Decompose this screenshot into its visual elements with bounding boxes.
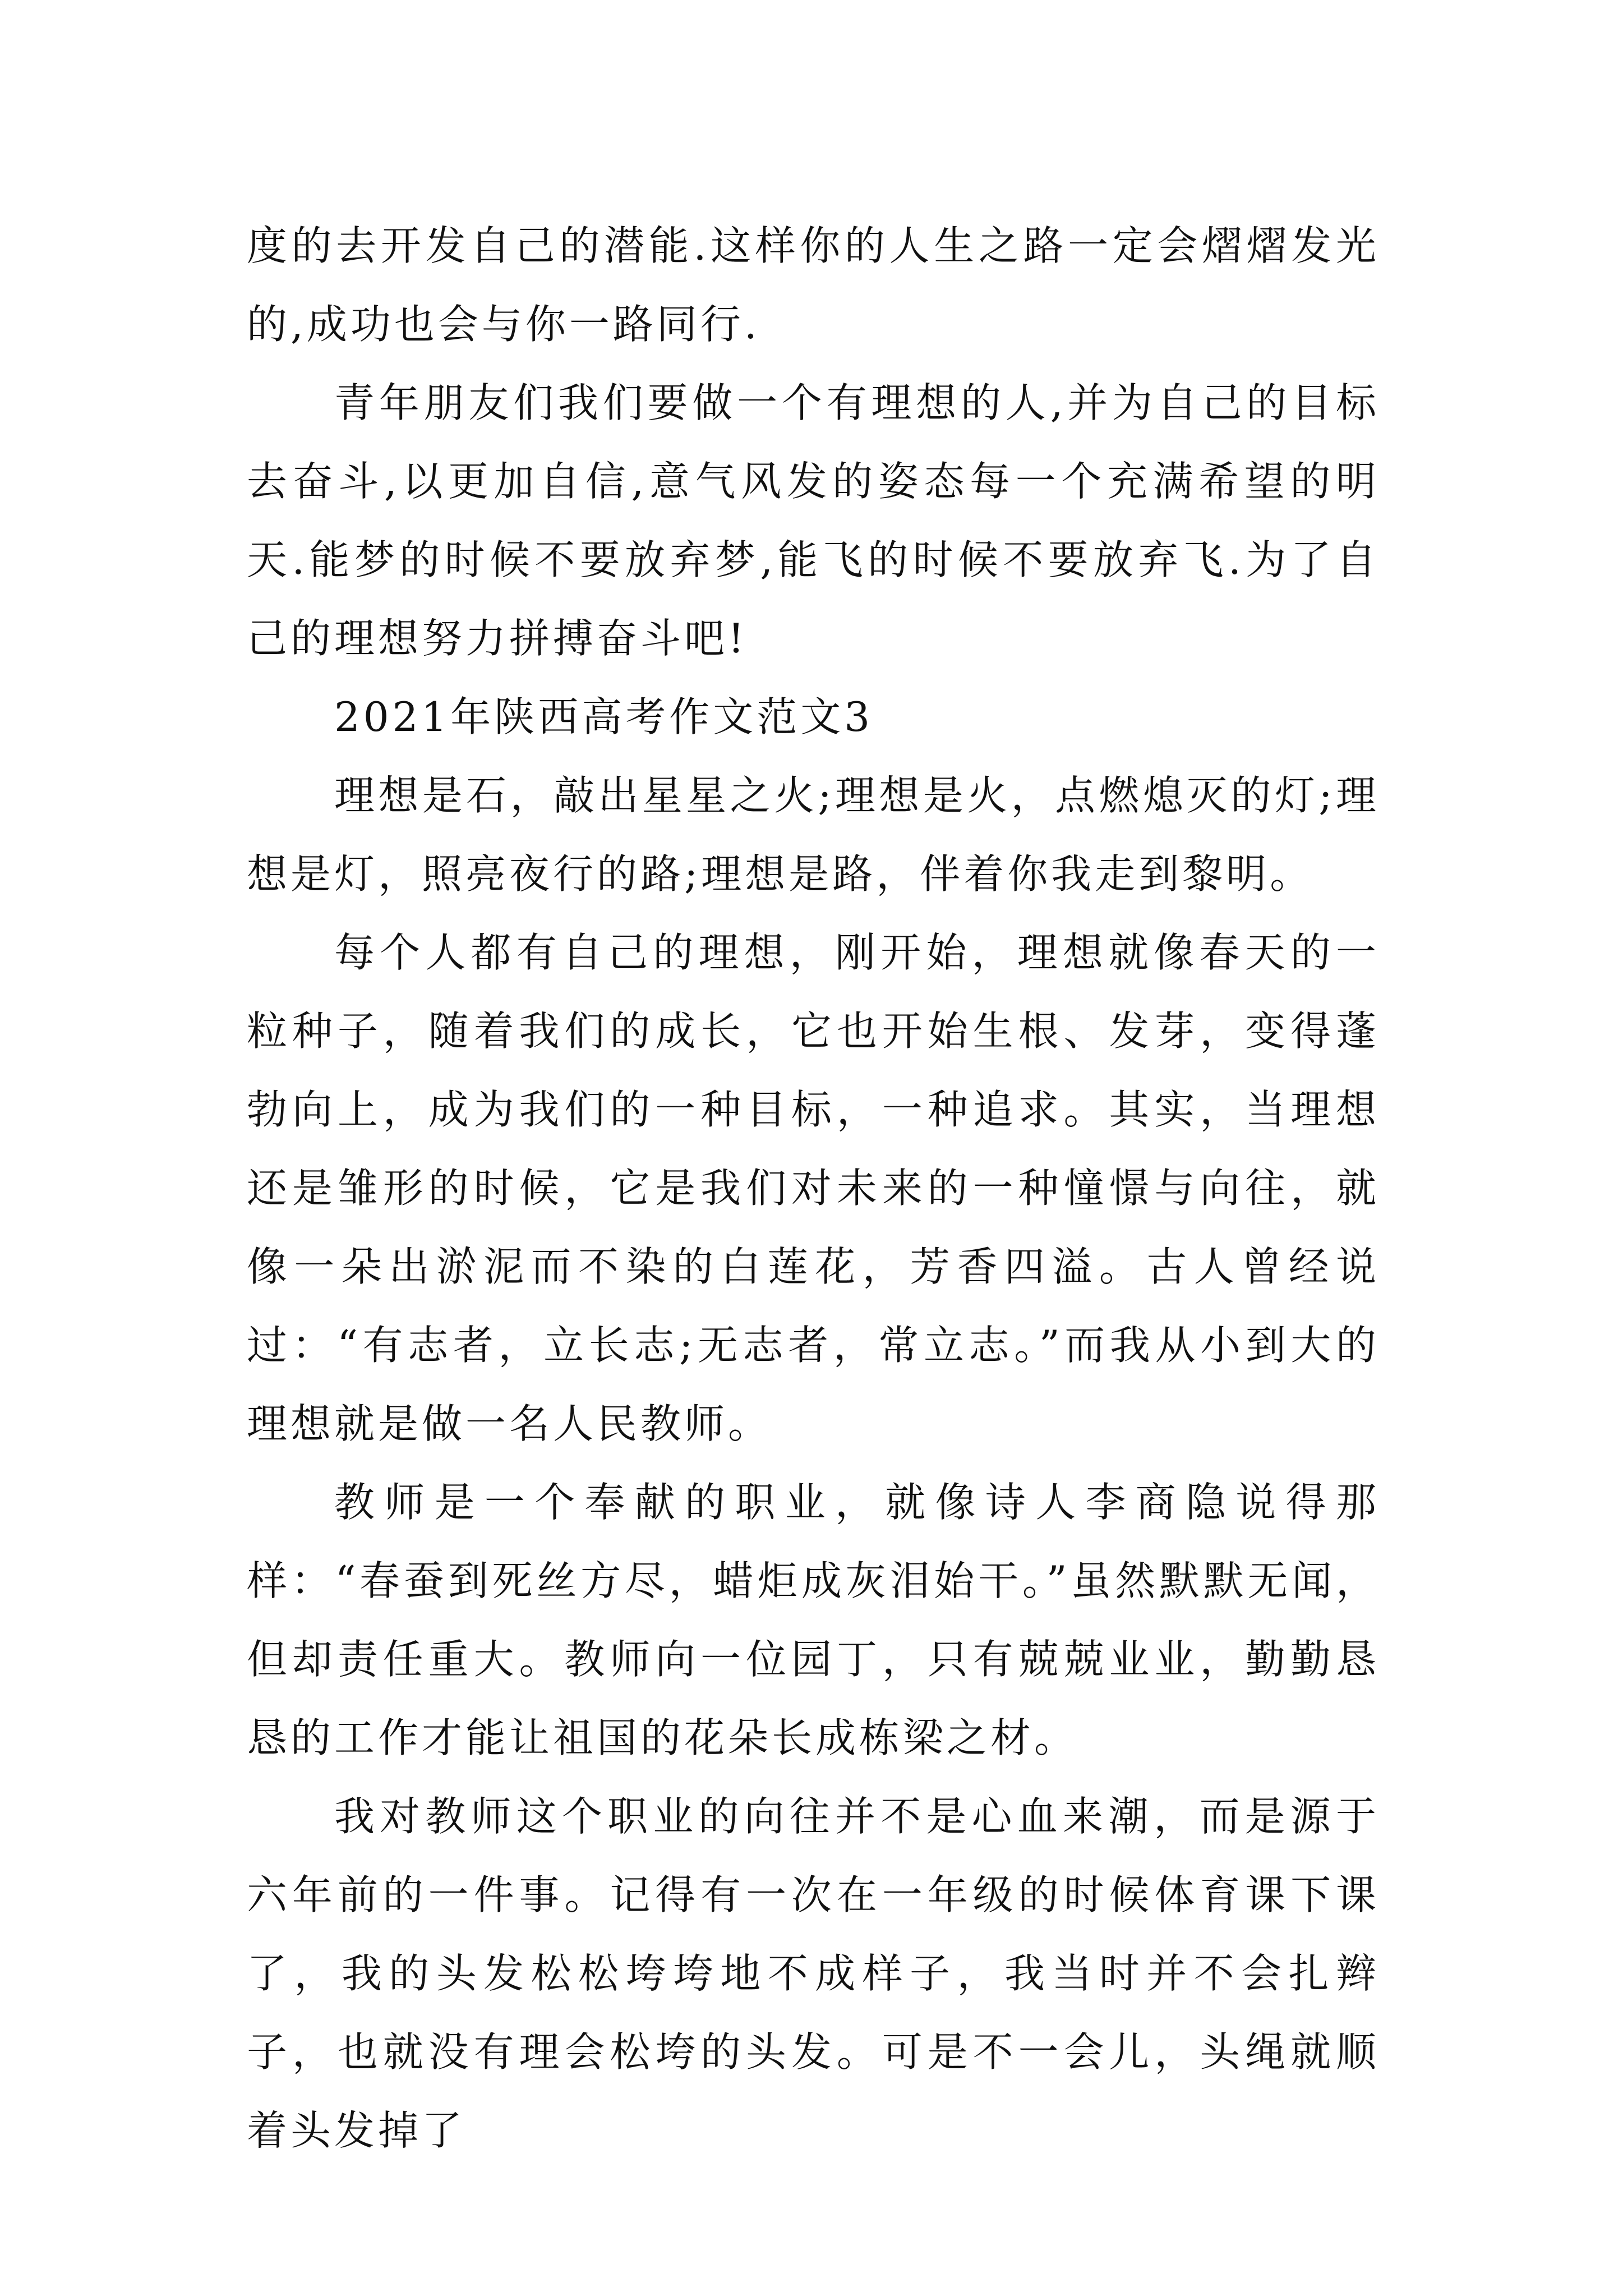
paragraph-origin-story: 我对教师这个职业的向往并不是心血来潮，而是源于六年前的一件事。记得有一次在一年级的时候体育课下课了，我的头发松松垮垮地不成样子，我当时并不会扎辫子，也就没有理会松垮的头发。可是不一会儿，头绳就顺着头发掉了 [247, 1793, 1380, 2154]
paragraph-everyone-ideal: 每个人都有自己的理想，刚开始，理想就像春天的一粒种子，随着我们的成长，它也开始生根、发芽，变得蓬勃向上，成为我们的一种目标，一种追求。其实，当理想还是雏形的时候，它是我们对未来的一种憧憬与向往，就像一朵出淤泥而不染的白莲花，芳香四溢。古人曾经说过：“有志者，立长志;无志者，常立志。”而我从小到大的理想就是做一名人民教师。 [247, 929, 1380, 1447]
paragraph-continuation: 度的去开发自己的潜能.这样你的人生之路一定会熠熠发光的,成功也会与你一路同行. [247, 222, 1380, 348]
paragraph-ideal-metaphor: 理想是石，敲出星星之火;理想是火，点燃熄灭的灯;理想是灯，照亮夜行的路;理想是路，伴着你我走到黎明。 [247, 772, 1380, 898]
document-body [247, 206, 1380, 2170]
paragraph-ideals: 青年朋友们我们要做一个有理想的人,并为自己的目标去奋斗,以更加自信,意气风发的姿态每一个充满希望的明天.能梦的时候不要放弃梦,能飞的时候不要放弃飞.为了自己的理想努力拼搏奋斗吧! [247, 379, 1380, 662]
paragraph-teacher-profession: 教师是一个奉献的职业，就像诗人李商隐说得那样：“春蚕到死丝方尽，蜡炬成灰泪始干。”虽然默默无闻，但却责任重大。教师向一位园丁，只有兢兢业业，勤勤恳恳的工作才能让祖国的花朵长成栋梁之材。 [247, 1479, 1380, 1761]
essay-heading: 2021年陕西高考作文范文3 [334, 693, 874, 740]
